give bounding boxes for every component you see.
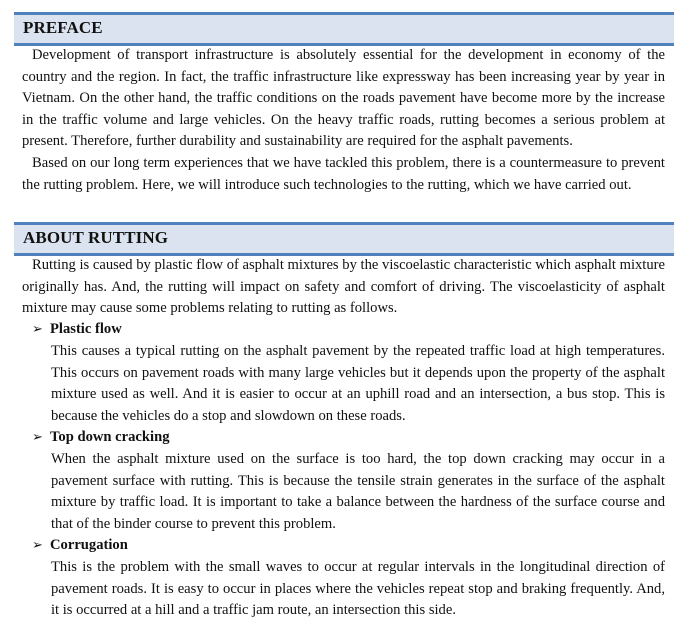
bullet-heading-plastic-flow (32, 319, 122, 341)
section-title: ABOUT RUTTING (23, 228, 169, 247)
bullet-text-corrugation (51, 557, 665, 622)
bullet-heading-text: Corrugation (50, 537, 128, 553)
bullet-heading-text: Top down cracking (50, 429, 170, 445)
paragraph-text: When the asphalt mixture used on the surface is too hard, the top down cracking may occur in a pavement surface with rutting. This is because the tensile strain generates in the surface of the asphalt mixture by traffic load. It is important to take a balance between the hardness of the surface course and that of the binder course to prevent this problem. (51, 451, 665, 532)
bullet-text-top-down-cracking (51, 449, 665, 535)
arrowhead-bullet-icon: ➢ (32, 430, 43, 445)
bullet-heading-text: Plastic flow (50, 321, 122, 337)
preface-paragraph-1 (22, 45, 665, 153)
about-rutting-intro (22, 255, 665, 320)
arrowhead-bullet-icon: ➢ (32, 538, 43, 553)
preface-paragraph-2 (22, 153, 665, 196)
bullet-text-plastic-flow (51, 341, 665, 427)
arrowhead-bullet-icon: ➢ (32, 322, 43, 337)
paragraph-text: This causes a typical rutting on the asphalt pavement by the repeated traffic load at high temperatures. This occurs on pavement roads with many large vehicles but it depends upon the property of the asphalt mixture used as well. And it is easier to occur at an uphill road and an intersection, a bus stop. This is because the vehicles do a stop and slowdown on these roads. (51, 343, 665, 424)
paragraph-text: Development of transport infrastructure is absolutely essential for the development in economy of the country and the region. In fact, the traffic infrastructure like expressway has been increasing year by year in Vietnam. On the other hand, the traffic conditions on the roads pavement have become more by the increase in the traffic volume and large vehicles. On the heavy traffic roads, rutting becomes a serious problem at present. Therefore, further durability and sustainability are required for the asphalt pavements. (22, 47, 665, 150)
paragraph-text: Rutting is caused by plastic flow of asphalt mixtures by the viscoelastic characteristic which asphalt mixture originally has. And, the rutting will impact on safety and comfort of driving. The viscoelasticity of asphalt mixture may cause some problems relating to rutting as follows. (22, 257, 665, 317)
section-title: PREFACE (23, 18, 103, 37)
paragraph-text: Based on our long term experiences that we have tackled this problem, there is a countermeasure to prevent the rutting problem. Here, we will introduce such technologies to the rutting, which we have carried out. (22, 155, 665, 193)
paragraph-text: This is the problem with the small waves to occur at regular intervals in the longitudinal direction of pavement roads. It is easy to occur in places where the vehicles repeat stop and braking frequently. And, it is occurred at a hill and a traffic jam route, an intersection this side. (51, 559, 665, 619)
bullet-heading-corrugation (32, 535, 128, 557)
section-header-about-rutting (14, 222, 674, 256)
section-header-preface (14, 12, 674, 46)
bullet-heading-top-down-cracking (32, 427, 170, 449)
